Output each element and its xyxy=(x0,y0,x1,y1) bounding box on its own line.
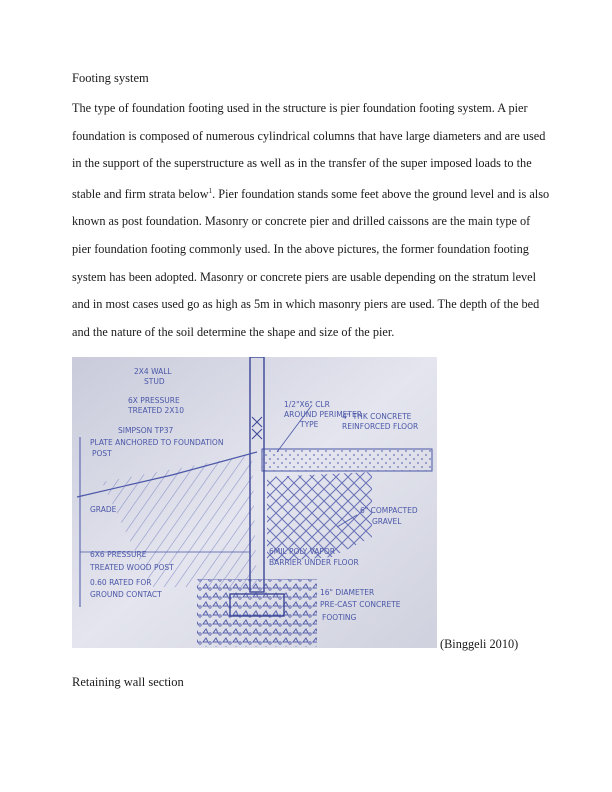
paragraph-line: foundation is composed of numerous cylindrical columns that have large diameters and are used xyxy=(72,128,546,143)
paragraph-line: The type of foundation footing used in the structure is pier foundation footing system. A pier xyxy=(72,101,528,115)
sketch-label: 2X4 WALL xyxy=(134,367,172,376)
sketch-label: GROUND CONTACT xyxy=(90,590,162,599)
figure-caption: (Binggeli 2010) xyxy=(440,637,519,651)
footnote-reference[interactable]: 1 xyxy=(208,186,213,195)
sketch-label: 1/2"X6" CLR xyxy=(284,400,330,409)
sketch-label: TYPE xyxy=(300,420,319,429)
sketch-label: REINFORCED FLOOR xyxy=(342,422,419,431)
sketch-label: TREATED 2X10 xyxy=(128,406,185,415)
concrete-slab xyxy=(262,449,432,471)
paragraph-line: system has been adopted. Masonry or concrete piers are usable depending on the stratum level xyxy=(72,269,537,284)
paragraph-line xyxy=(72,178,550,209)
paragraph-line: and in most cases used go as high as 5m in which masonry piers are used. The depth of the bed xyxy=(72,297,540,312)
sketch-label: POST xyxy=(92,449,112,458)
footing-sketch-figure xyxy=(72,357,437,648)
sketch-label: 6" COMPACTED xyxy=(360,506,418,515)
sketch-label: 6X PRESSURE xyxy=(128,396,180,405)
footing-sketch xyxy=(72,357,437,648)
sketch-label: BARRIER UNDER FLOOR xyxy=(269,558,359,567)
paragraph-line: and the nature of the soil determine the shape and size of the pier. xyxy=(72,324,395,339)
paragraph-line: pier foundation footing commonly used. In the above pictures, the former foundation footing xyxy=(72,241,529,256)
sketch-label: PLATE ANCHORED TO FOUNDATION xyxy=(90,438,224,447)
sketch-label: 6X6 PRESSURE xyxy=(90,550,147,559)
footing-gravel xyxy=(197,579,317,647)
sketch-label: 6MIL POLY VAPOR xyxy=(269,547,336,556)
sketch-label: 4" THK CONCRETE xyxy=(342,412,412,421)
sketch-label: STUD xyxy=(144,377,165,386)
paragraph-line: known as post foundation. Masonry or concrete pier and drilled caissons are the main type of xyxy=(72,214,531,229)
sketch-label: FOOTING xyxy=(322,613,357,622)
sketch-label: TREATED WOOD POST xyxy=(90,563,174,572)
section-heading: Footing system xyxy=(72,71,149,85)
paragraph-line: in the support of the superstructure as well as in the transfer of the super imposed loads to the xyxy=(72,156,532,171)
sketch-label: GRADE xyxy=(90,505,117,514)
sketch-label: GRAVEL xyxy=(372,517,402,526)
sketch-label: SIMPSON TP37 xyxy=(118,426,174,435)
sketch-label: 16" DIAMETER xyxy=(320,588,375,597)
paragraph-line-part: stable and firm strata below xyxy=(72,186,209,201)
section-heading-retaining-wall: Retaining wall section xyxy=(72,675,184,689)
sketch-label: 0.60 RATED FOR xyxy=(90,578,152,587)
body-paragraph xyxy=(72,95,550,346)
paragraph-line-part: . Pier foundation stands some feet above the ground level and is also xyxy=(212,186,550,201)
sketch-label: PRE-CAST CONCRETE xyxy=(320,600,401,609)
sketch-label: AROUND PERIMETER xyxy=(284,410,362,419)
